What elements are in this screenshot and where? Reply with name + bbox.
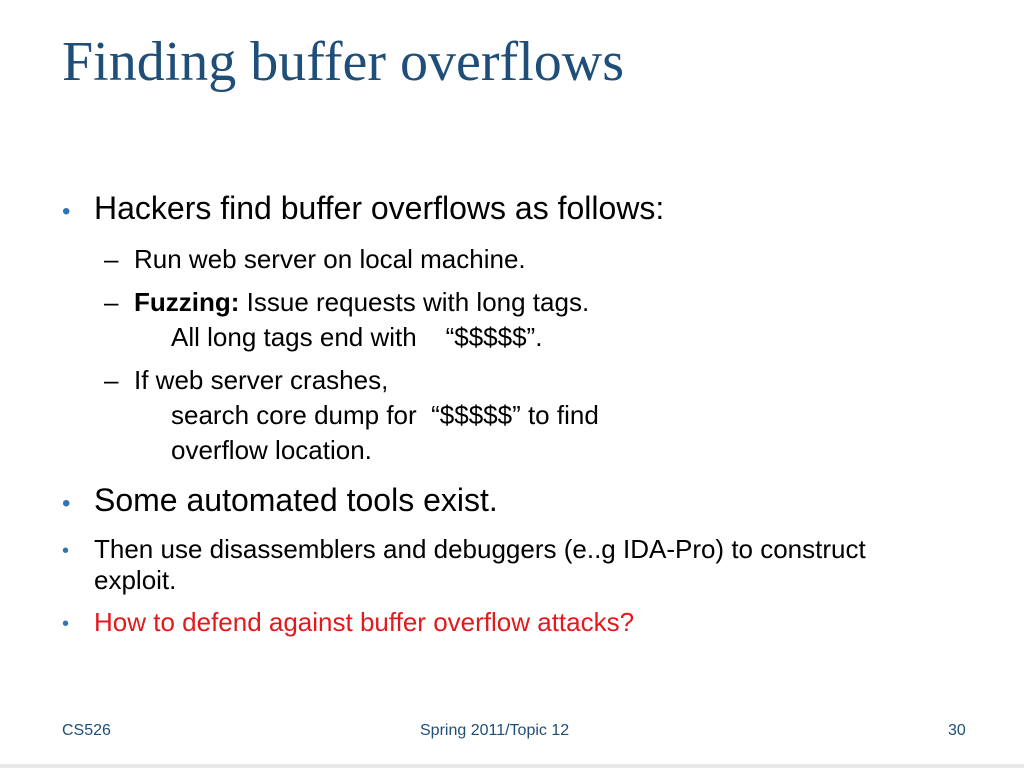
bullet-item-disassemblers	[62, 534, 954, 595]
slide-title: Finding buffer overflows	[62, 31, 624, 93]
bullet-marker-icon: •	[62, 613, 70, 636]
sub-bullet-continuation: All long tags end with “$$$$$”.	[171, 321, 543, 352]
dash-marker-icon: –	[104, 286, 119, 317]
bullet-item-hackers	[62, 190, 962, 228]
bullet-item-tools	[62, 482, 962, 520]
sub-bullet-run-server	[62, 242, 962, 277]
bullet-text: Hackers find buffer overflows as follows:	[94, 190, 665, 226]
footer-page-number: 30	[948, 722, 966, 739]
sub-bullet-fuzzing	[62, 285, 962, 355]
sub-bullet-text: Run web server on local machine.	[134, 243, 526, 274]
bottom-divider	[0, 764, 1024, 768]
dash-marker-icon: –	[104, 365, 119, 396]
bullet-text: Some automated tools exist.	[94, 482, 498, 519]
footer-course: CS526	[62, 722, 111, 739]
bullet-text: How to defend against buffer overflow attacks?	[94, 607, 635, 638]
bullet-item-defend	[62, 607, 962, 638]
footer-term-topic: Spring 2011/Topic 12	[420, 722, 570, 739]
sub-bullet-continuation: search core dump for “$$$$$” to find	[171, 400, 599, 431]
fuzzing-label: Fuzzing:	[134, 286, 240, 317]
bullet-marker-icon: •	[62, 198, 71, 225]
dash-marker-icon: –	[104, 243, 119, 274]
bullet-marker-icon: •	[62, 540, 70, 563]
bullet-marker-icon: •	[62, 490, 71, 518]
sub-bullet-continuation: overflow location.	[171, 435, 372, 466]
bullet-text: Then use disassemblers and debuggers (e..g IDA-Pro) to construct exploit.	[94, 534, 866, 595]
sub-bullet-text: If web server crashes,	[134, 365, 389, 396]
sub-bullet-text: Issue requests with long tags.	[239, 286, 590, 317]
slide-content	[62, 190, 962, 650]
sub-bullet-crash	[62, 363, 962, 468]
